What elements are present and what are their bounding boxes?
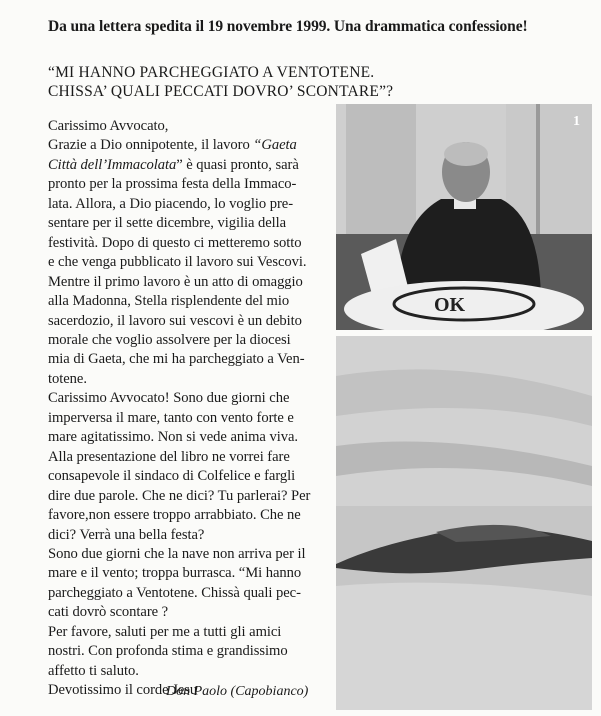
letter-line: imperversa il mare, tanto con vento forte e bbox=[48, 409, 294, 426]
letter-line: Carissimo Avvocato! Sono due giorni che bbox=[48, 390, 290, 407]
letter-line: affetto ti saluto. bbox=[48, 662, 139, 679]
photo-number: 1 bbox=[573, 114, 580, 129]
letter-line: lata. Allora, a Dio piacendo, lo voglio pre- bbox=[48, 195, 294, 212]
headline: Da una lettera spedita il 19 novembre 1999. Una drammatica confessione! bbox=[48, 18, 528, 35]
letter-line: parcheggiato a Ventotene. Chissà quali pec- bbox=[48, 584, 301, 601]
letter-line: Alla presentazione del libro ne vorrei fare bbox=[48, 448, 290, 465]
letter-text: ” è quasi pronto, sarà bbox=[176, 156, 299, 173]
letter-line: mia di Gaeta, che mi ha parcheggiato a Ven- bbox=[48, 351, 305, 368]
signature: Don Paolo (Capobianco) bbox=[166, 684, 309, 699]
letter-line: pronto per la prossima festa della Immaco- bbox=[48, 176, 297, 193]
quote-line-1: “MI HANNO PARCHEGGIATO A VENTOTENE. bbox=[48, 64, 375, 81]
book-title-part-1: “Gaeta bbox=[253, 137, 297, 154]
letter-text: Grazie a Dio onnipotente, il lavoro bbox=[48, 137, 254, 154]
letter-line: mare agitatissimo. Non si vede anima viva. bbox=[48, 429, 298, 446]
letter-line bbox=[48, 156, 338, 175]
letter-line: mare e il vento; troppa burrasca. “Mi hanno bbox=[48, 565, 302, 582]
island-photo-drawing bbox=[336, 336, 592, 710]
letter-line: sentare per il sette dicembre, vigilia della bbox=[48, 215, 287, 232]
letter-line: sacerdozio, il lavoro sui vescovi è un debito bbox=[48, 312, 302, 329]
letter-line: Mentre il primo lavoro è un atto di omaggio bbox=[48, 273, 303, 290]
letter-line: festività. Dopo di questo ci metteremo sotto bbox=[48, 234, 302, 251]
letter-line: morale che voglio assolvere per la diocesi bbox=[48, 331, 291, 348]
letter-line: dire due parole. Che ne dici? Tu parlerai? Per bbox=[48, 487, 311, 504]
letter-line: Per favore, saluti per me a tutti gli amici bbox=[48, 623, 282, 640]
letter-line: Carissimo Avvocato, bbox=[48, 118, 169, 134]
letter-line: nostri. Con profonda stima e grandissimo bbox=[48, 643, 288, 660]
letter-line: alla Madonna, Stella risplendente del mio bbox=[48, 293, 290, 310]
quote-line-2: CHISSA’ QUALI PECCATI DOVRO’ SCONTARE”? bbox=[48, 83, 394, 100]
letter-line bbox=[48, 136, 338, 155]
island-photo bbox=[336, 336, 592, 710]
cake-lettering: OK bbox=[434, 294, 466, 316]
letter-line: cati dovrò scontare ? bbox=[48, 604, 169, 621]
priest-photo bbox=[336, 104, 592, 330]
priest-photo-drawing bbox=[336, 104, 592, 330]
letter-line: Devotissimo il corde Jesu bbox=[48, 682, 198, 699]
letter-line: totene. bbox=[48, 370, 87, 387]
letter-line: dici? Verrà una bella festa? bbox=[48, 526, 205, 543]
letter-body bbox=[48, 117, 338, 701]
letter-line: consapevole il sindaco di Colfelice e fargli bbox=[48, 468, 296, 485]
book-title-part-2: Città dell’Immacolata bbox=[48, 156, 177, 173]
letter-line: favore,non essere troppo arrabbiato. Che ne bbox=[48, 507, 301, 524]
quote-title bbox=[48, 63, 428, 101]
letter-line: Sono due giorni che la nave non arriva per il bbox=[48, 545, 306, 562]
letter-line: e che venga pubblicato il lavoro sui Vescovi. bbox=[48, 254, 307, 271]
